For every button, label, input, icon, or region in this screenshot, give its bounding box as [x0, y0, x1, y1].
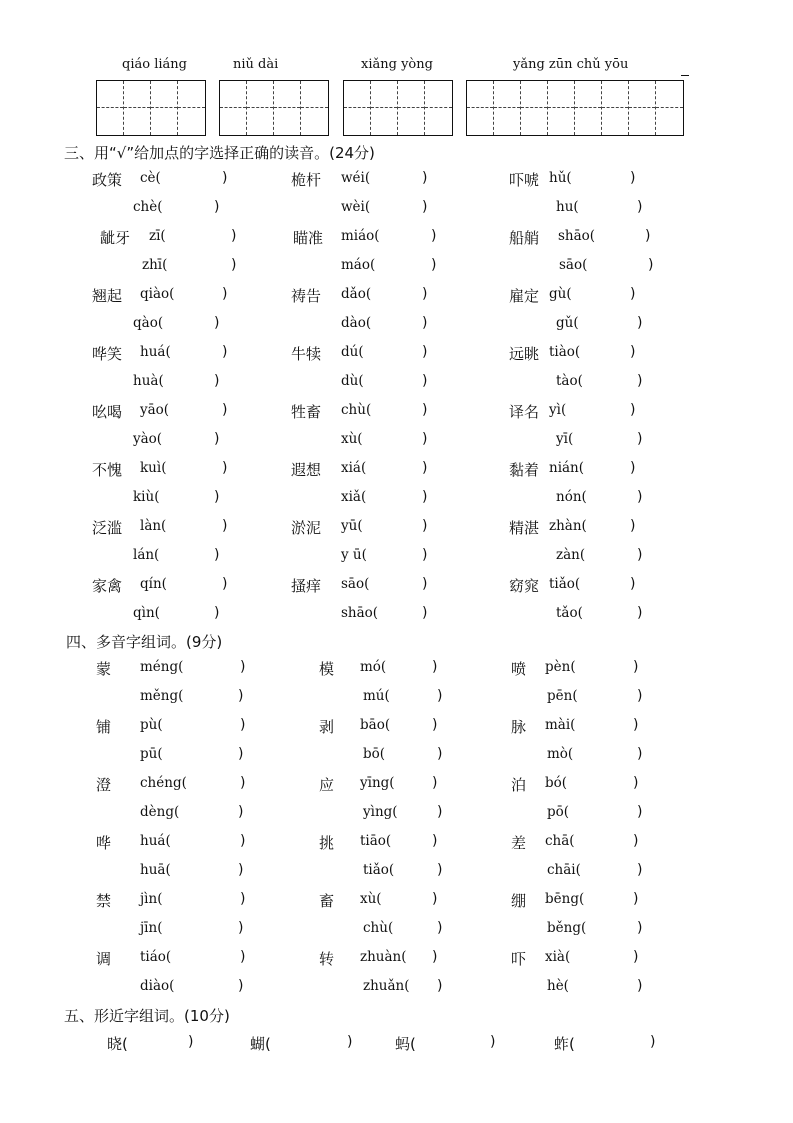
pinyin-option-2: xù(: [341, 431, 363, 447]
section-3-title: 三、用“√”给加点的字选择正确的读音。(24分): [64, 144, 375, 162]
grid-cell[interactable]: [124, 81, 151, 135]
reading-2: tiǎo(: [363, 862, 395, 878]
polyphone-char: 畜: [319, 892, 335, 910]
pinyin-label: yǎng zūn chǔ yōu: [513, 57, 629, 72]
answer-slot-1[interactable]: ): [422, 402, 428, 418]
pinyin-option-2: sāo(: [559, 257, 588, 273]
word-slot-2[interactable]: ): [637, 920, 643, 936]
reading-2: bō(: [363, 746, 386, 762]
word-slot-2[interactable]: ): [238, 688, 244, 704]
pinyin-option-2: huà(: [133, 373, 164, 389]
pinyin-option-2: gǔ(: [556, 315, 579, 331]
pinyin-option-1: yāo(: [140, 402, 170, 418]
pinyin-option-1: gù(: [549, 286, 572, 302]
writing-grid[interactable]: [219, 80, 329, 136]
pinyin-option-1: kuì(: [140, 460, 167, 476]
word-slot-1[interactable]: ): [633, 949, 639, 965]
pinyin-option-2: kiù(: [133, 489, 160, 505]
pinyin-option-1: dú(: [341, 344, 364, 360]
word-slot-1[interactable]: ): [432, 717, 438, 733]
answer-slot-1[interactable]: ): [422, 518, 428, 534]
reading-2: jīn(: [140, 920, 163, 936]
word-slot[interactable]: ): [188, 1034, 194, 1050]
answer-slot-1[interactable]: ): [630, 460, 636, 476]
reading-1: bó(: [545, 775, 568, 791]
reading-1: xià(: [545, 949, 571, 965]
answer-slot-2[interactable]: ): [214, 431, 220, 447]
word-slot-2[interactable]: ): [238, 862, 244, 878]
polyphone-char: 泊: [511, 776, 527, 794]
polyphone-char: 应: [319, 776, 335, 794]
question-word: 哗笑: [92, 345, 123, 363]
pinyin-option-1: sāo(: [341, 576, 370, 592]
question-word: 泛滥: [92, 519, 123, 537]
pinyin-option-2: tào(: [556, 373, 583, 389]
reading-2: pō(: [547, 804, 570, 820]
reading-2: huā(: [140, 862, 171, 878]
answer-slot-1[interactable]: ): [422, 170, 428, 186]
writing-grid[interactable]: [343, 80, 453, 136]
answer-slot-2[interactable]: ): [637, 431, 643, 447]
pinyin-option-1: wéi(: [341, 170, 371, 186]
pinyin-option-2: qào(: [133, 315, 164, 331]
answer-slot-1[interactable]: ): [422, 460, 428, 476]
answer-slot-1[interactable]: ): [630, 344, 636, 360]
reading-2: dèng(: [140, 804, 180, 820]
word-slot-2[interactable]: ): [437, 920, 443, 936]
polyphone-char: 禁: [96, 892, 112, 910]
reading-1: bāo(: [360, 717, 391, 733]
reading-2: chù(: [363, 920, 394, 936]
grid-cell[interactable]: [467, 81, 494, 135]
question-word: 吓唬: [509, 171, 540, 189]
pinyin-option-1: miáo(: [341, 228, 380, 244]
answer-slot-1[interactable]: ): [231, 228, 237, 244]
question-word: 精湛: [509, 519, 540, 537]
pinyin-option-1: qín(: [140, 576, 167, 592]
grid-edge-mark: [681, 75, 689, 76]
word-slot-1[interactable]: ): [432, 659, 438, 675]
pinyin-option-1: tiào(: [549, 344, 581, 360]
pinyin-option-1: shāo(: [558, 228, 596, 244]
answer-slot-1[interactable]: ): [630, 286, 636, 302]
answer-slot-2[interactable]: ): [648, 257, 654, 273]
polyphone-char: 剥: [319, 718, 335, 736]
pinyin-option-1: dǎo(: [341, 286, 372, 302]
polyphone-char: 绷: [511, 892, 527, 910]
pinyin-option-1: xiá(: [341, 460, 367, 476]
word-slot-2[interactable]: ): [238, 804, 244, 820]
answer-slot-1[interactable]: ): [422, 344, 428, 360]
grid-cell[interactable]: [521, 81, 548, 135]
question-word: 遐想: [291, 461, 322, 479]
word-slot-1[interactable]: ): [432, 949, 438, 965]
answer-slot-2[interactable]: ): [422, 489, 428, 505]
pinyin-option-2: yào(: [133, 431, 163, 447]
answer-slot-2[interactable]: ): [422, 605, 428, 621]
reading-2: mò(: [547, 746, 574, 762]
reading-2: hè(: [547, 978, 569, 994]
question-word: 祷告: [291, 287, 322, 305]
word-slot-1[interactable]: ): [240, 659, 246, 675]
question-word: 瞄准: [293, 229, 324, 247]
polyphone-char: 哗: [96, 834, 112, 852]
reading-1: mài(: [545, 717, 576, 733]
reading-1: pèn(: [545, 659, 576, 675]
pinyin-option-2: dào(: [341, 315, 372, 331]
word-slot-2[interactable]: ): [637, 746, 643, 762]
similar-char: 晓(: [107, 1035, 128, 1053]
similar-char: 蝴(: [250, 1035, 271, 1053]
reading-2: mú(: [363, 688, 390, 704]
answer-slot-2[interactable]: ): [214, 315, 220, 331]
pinyin-option-2: lán(: [133, 547, 160, 563]
word-slot-2[interactable]: ): [238, 920, 244, 936]
question-word: 窈窕: [509, 577, 540, 595]
pinyin-option-2: wèi(: [341, 199, 371, 215]
question-word: 龇牙: [100, 229, 131, 247]
grid-cell[interactable]: [371, 81, 398, 135]
writing-grid[interactable]: [466, 80, 684, 136]
word-slot-1[interactable]: ): [240, 775, 246, 791]
word-slot-2[interactable]: ): [637, 688, 643, 704]
polyphone-char: 喷: [511, 660, 527, 678]
grid-cell[interactable]: [602, 81, 629, 135]
grid-cell[interactable]: [344, 81, 371, 135]
answer-slot-1[interactable]: ): [630, 518, 636, 534]
word-slot[interactable]: ): [347, 1034, 353, 1050]
answer-slot-2[interactable]: ): [637, 373, 643, 389]
reading-1: xù(: [360, 891, 382, 907]
pinyin-option-2: nón(: [556, 489, 587, 505]
pinyin-option-1: yì(: [549, 402, 567, 418]
pinyin-option-2: qìn(: [133, 605, 160, 621]
reading-1: jìn(: [140, 891, 163, 907]
reading-1: tiáo(: [140, 949, 172, 965]
grid-cell[interactable]: [301, 81, 328, 135]
polyphone-char: 铺: [96, 718, 112, 736]
polyphone-char: 模: [319, 660, 335, 678]
word-slot-2[interactable]: ): [437, 688, 443, 704]
section-5-title: 五、形近字组词。(10分): [64, 1007, 230, 1025]
answer-slot-1[interactable]: ): [422, 576, 428, 592]
grid-cell[interactable]: [494, 81, 521, 135]
grid-cell[interactable]: [151, 81, 178, 135]
pinyin-option-2: y ū(: [341, 547, 367, 563]
polyphone-char: 吓: [511, 950, 527, 968]
answer-slot-1[interactable]: ): [431, 228, 437, 244]
word-slot-2[interactable]: ): [637, 804, 643, 820]
answer-slot-2[interactable]: ): [637, 605, 643, 621]
pinyin-option-1: yū(: [341, 518, 363, 534]
polyphone-char: 调: [96, 950, 112, 968]
grid-cell[interactable]: [178, 81, 205, 135]
question-word: 不愧: [92, 461, 123, 479]
pinyin-option-1: làn(: [140, 518, 167, 534]
question-word: 牛犊: [291, 345, 322, 363]
pinyin-option-1: tiǎo(: [549, 576, 581, 592]
reading-1: tiāo(: [360, 833, 392, 849]
reading-2: pū(: [140, 746, 163, 762]
pinyin-option-1: zhàn(: [549, 518, 587, 534]
word-slot-1[interactable]: ): [432, 891, 438, 907]
answer-slot-2[interactable]: ): [422, 547, 428, 563]
word-slot-1[interactable]: ): [240, 717, 246, 733]
reading-1: bēng(: [545, 891, 585, 907]
word-slot-2[interactable]: ): [637, 862, 643, 878]
answer-slot-1[interactable]: ): [422, 286, 428, 302]
word-slot[interactable]: ): [490, 1034, 496, 1050]
answer-slot-2[interactable]: ): [214, 605, 220, 621]
answer-slot-1[interactable]: ): [222, 402, 228, 418]
grid-cell[interactable]: [575, 81, 602, 135]
reading-2: pēn(: [547, 688, 578, 704]
grid-cell[interactable]: [656, 81, 683, 135]
answer-slot-2[interactable]: ): [214, 199, 220, 215]
word-slot-2[interactable]: ): [437, 804, 443, 820]
pinyin-label: xiǎng yòng: [361, 57, 433, 72]
question-word: 政策: [92, 171, 123, 189]
answer-slot-1[interactable]: ): [645, 228, 651, 244]
question-word: 雇定: [509, 287, 540, 305]
grid-cell[interactable]: [629, 81, 656, 135]
pinyin-option-2: tǎo(: [556, 605, 583, 621]
question-word: 桅杆: [291, 171, 322, 189]
word-slot-1[interactable]: ): [240, 833, 246, 849]
pinyin-option-1: zī(: [149, 228, 166, 244]
similar-char: 蚂(: [395, 1035, 416, 1053]
polyphone-char: 蒙: [96, 660, 112, 678]
reading-2: běng(: [547, 920, 587, 936]
answer-slot-2[interactable]: ): [214, 373, 220, 389]
reading-1: chā(: [545, 833, 575, 849]
word-slot-1[interactable]: ): [633, 775, 639, 791]
question-word: 牲畜: [291, 403, 322, 421]
question-word: 吆喝: [92, 403, 123, 421]
pinyin-option-1: hǔ(: [549, 170, 572, 186]
pinyin-option-2: yī(: [556, 431, 574, 447]
answer-slot-1[interactable]: ): [222, 344, 228, 360]
pinyin-option-1: nián(: [549, 460, 585, 476]
reading-2: chāi(: [547, 862, 581, 878]
word-slot-2[interactable]: ): [437, 746, 443, 762]
answer-slot-2[interactable]: ): [637, 315, 643, 331]
writing-grid[interactable]: [96, 80, 206, 136]
polyphone-char: 挑: [319, 834, 335, 852]
grid-cell[interactable]: [220, 81, 247, 135]
reading-1: yīng(: [360, 775, 395, 791]
question-word: 翘起: [92, 287, 123, 305]
polyphone-char: 转: [319, 950, 335, 968]
answer-slot-2[interactable]: ): [422, 431, 428, 447]
question-word: 淤泥: [291, 519, 322, 537]
answer-slot-2[interactable]: ): [214, 489, 220, 505]
answer-slot-1[interactable]: ): [630, 402, 636, 418]
answer-slot-2[interactable]: ): [637, 489, 643, 505]
word-slot-2[interactable]: ): [437, 862, 443, 878]
reading-1: mó(: [360, 659, 387, 675]
grid-cell[interactable]: [274, 81, 301, 135]
answer-slot-2[interactable]: ): [214, 547, 220, 563]
answer-slot-2[interactable]: ): [637, 199, 643, 215]
answer-slot-1[interactable]: ): [222, 576, 228, 592]
grid-cell[interactable]: [247, 81, 274, 135]
reading-2: diào(: [140, 978, 175, 994]
question-word: 船艄: [509, 229, 540, 247]
pinyin-option-1: cè(: [140, 170, 161, 186]
word-slot-1[interactable]: ): [633, 717, 639, 733]
polyphone-char: 差: [511, 834, 527, 852]
answer-slot-2[interactable]: ): [431, 257, 437, 273]
word-slot-2[interactable]: ): [437, 978, 443, 994]
answer-slot-1[interactable]: ): [630, 170, 636, 186]
grid-cell[interactable]: [97, 81, 124, 135]
word-slot-2[interactable]: ): [637, 978, 643, 994]
answer-slot-2[interactable]: ): [422, 373, 428, 389]
polyphone-char: 脉: [511, 718, 527, 736]
reading-1: méng(: [140, 659, 184, 675]
word-slot[interactable]: ): [650, 1034, 656, 1050]
similar-char: 蚱(: [554, 1035, 575, 1053]
pinyin-option-2: zàn(: [556, 547, 586, 563]
word-slot-1[interactable]: ): [633, 833, 639, 849]
polyphone-char: 澄: [96, 776, 112, 794]
pinyin-option-1: huá(: [140, 344, 171, 360]
reading-2: yìng(: [363, 804, 398, 820]
answer-slot-2[interactable]: ): [422, 315, 428, 331]
word-slot-1[interactable]: ): [633, 659, 639, 675]
pinyin-option-2: hu(: [556, 199, 579, 215]
answer-slot-1[interactable]: ): [222, 286, 228, 302]
reading-1: pù(: [140, 717, 163, 733]
question-word: 黏着: [509, 461, 540, 479]
pinyin-option-2: zhī(: [142, 257, 168, 273]
word-slot-2[interactable]: ): [238, 746, 244, 762]
grid-cell[interactable]: [398, 81, 425, 135]
question-word: 远眺: [509, 345, 540, 363]
reading-1: huá(: [140, 833, 171, 849]
pinyin-option-1: qiào(: [140, 286, 175, 302]
reading-2: zhuǎn(: [363, 978, 410, 994]
answer-slot-2[interactable]: ): [637, 547, 643, 563]
question-word: 译名: [509, 403, 540, 421]
answer-slot-2[interactable]: ): [231, 257, 237, 273]
word-slot-1[interactable]: ): [240, 949, 246, 965]
answer-slot-1[interactable]: ): [630, 576, 636, 592]
answer-slot-1[interactable]: ): [222, 518, 228, 534]
answer-slot-2[interactable]: ): [422, 199, 428, 215]
section-4-title: 四、多音字组词。(9分): [66, 633, 223, 651]
word-slot-1[interactable]: ): [432, 833, 438, 849]
pinyin-option-2: shāo(: [341, 605, 379, 621]
word-slot-1[interactable]: ): [432, 775, 438, 791]
grid-cell[interactable]: [425, 81, 452, 135]
question-word: 家禽: [92, 577, 123, 595]
answer-slot-1[interactable]: ): [222, 460, 228, 476]
word-slot-2[interactable]: ): [238, 978, 244, 994]
pinyin-label: qiáo liáng: [122, 57, 187, 72]
answer-slot-1[interactable]: ): [222, 170, 228, 186]
reading-2: měng(: [140, 688, 184, 704]
grid-cell[interactable]: [548, 81, 575, 135]
pinyin-option-2: dù(: [341, 373, 364, 389]
pinyin-label: niǔ dài: [233, 57, 279, 72]
question-word: 搔痒: [291, 577, 322, 595]
pinyin-option-2: máo(: [341, 257, 376, 273]
word-slot-1[interactable]: ): [633, 891, 639, 907]
pinyin-option-2: xiǎ(: [341, 489, 367, 505]
reading-1: zhuàn(: [360, 949, 407, 965]
word-slot-1[interactable]: ): [240, 891, 246, 907]
pinyin-option-2: chè(: [133, 199, 163, 215]
pinyin-option-1: chù(: [341, 402, 372, 418]
reading-1: chéng(: [140, 775, 187, 791]
